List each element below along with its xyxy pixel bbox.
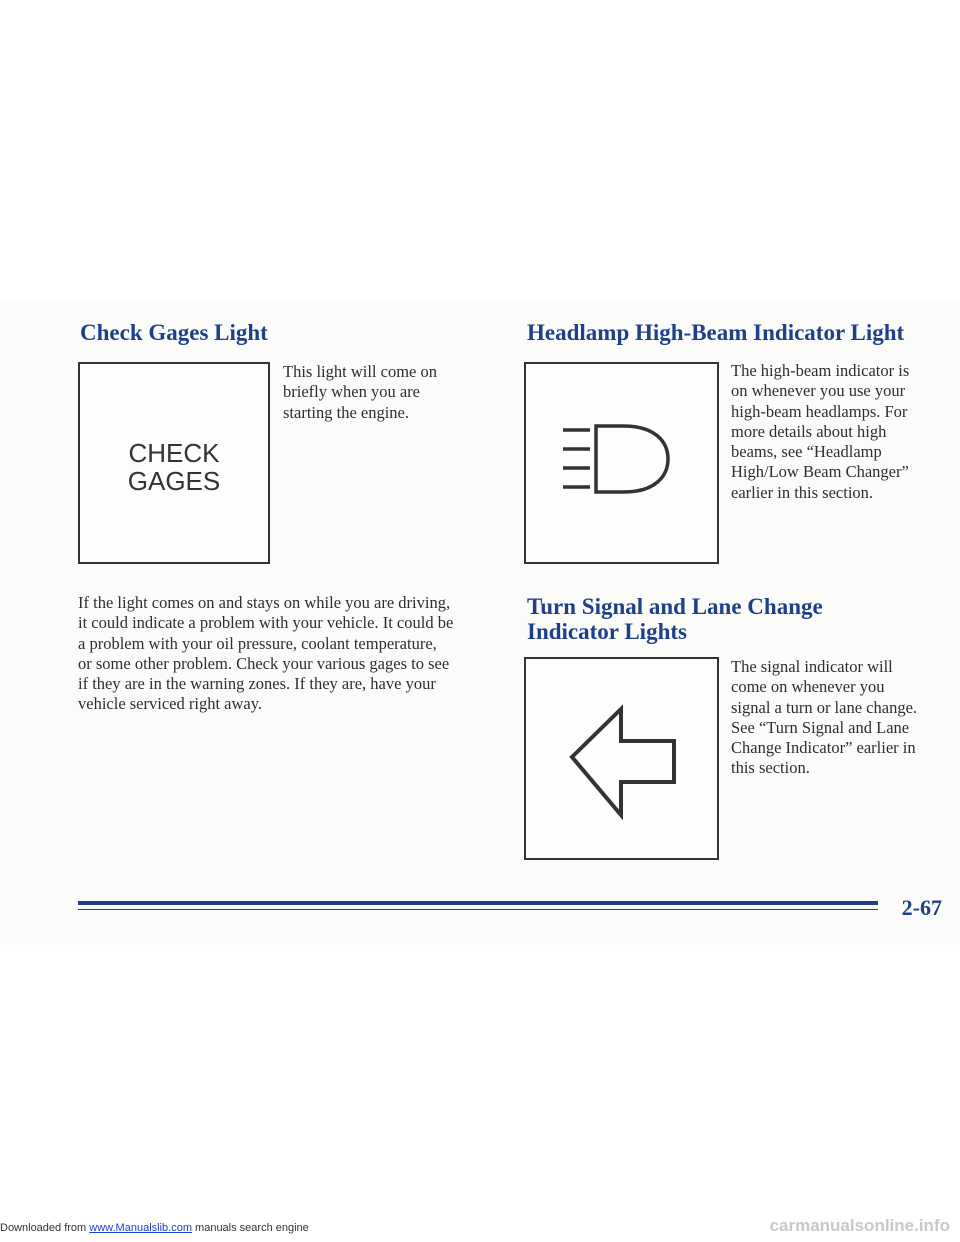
check-gages-paragraph: If the light comes on and stays on while you are driving, it could indicate a problem with your vehicle. It could be a problem with your oil pressure, coolant temperature, or some other problem. Check your various gages to see if they are in the warning zones. If they are, have your vehicle serviced right away. [78, 593, 454, 714]
high-beam-icon [526, 364, 717, 562]
check-gages-indicator-box [78, 362, 270, 564]
download-footer: Downloaded from www.Manualslib.com manuals search engine [0, 1222, 309, 1234]
check-gages-label-line2: GAGES [127, 466, 221, 496]
high-beam-heading: Headlamp High-Beam Indicator Light [527, 320, 905, 345]
page-number: 2-67 [901, 895, 942, 920]
check-gages-intro: This light will come on briefly when you are starting the engine. [283, 362, 437, 422]
turn-signal-indicator-box [524, 657, 719, 860]
check-gages-label-line1: CHECK [128, 438, 220, 468]
high-beam-indicator-box [524, 362, 719, 564]
watermark: carmanualsonline.info [769, 1216, 950, 1235]
left-arrow-icon [526, 659, 717, 858]
turn-signal-description: The signal indicator will come on whenever you signal a turn or lane change. See “Turn Signal and Lane Change Indicator” earlier in this section. [731, 657, 918, 778]
check-gages-heading: Check Gages Light [80, 320, 268, 345]
high-beam-description: The high-beam indicator is on whenever you use your high-beam headlamps. For more details about high beams, see “Headlamp High/Low Beam Changer” earlier in this section. [731, 361, 910, 502]
turn-signal-heading: Turn Signal and Lane Change Indicator Lights [527, 594, 823, 644]
manualslib-link[interactable]: www.Manualslib.com [89, 1222, 192, 1234]
footer-rule-thin [78, 909, 878, 910]
footer-rule-thick [78, 901, 878, 905]
